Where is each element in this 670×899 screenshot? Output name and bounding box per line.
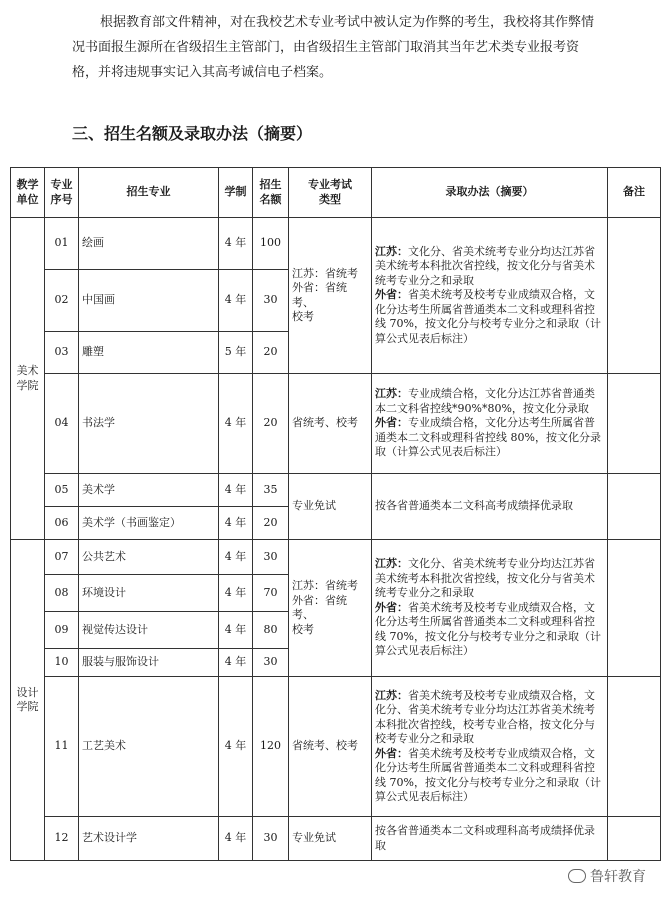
years-cell: 5 年 (219, 332, 253, 374)
code-cell: 11 (45, 677, 79, 817)
header-note: 备注 (608, 168, 661, 218)
years-cell: 4 年 (219, 575, 253, 612)
major-cell: 环境设计 (79, 575, 219, 612)
intro-line-3: 格，并将违规事实记入其高考诚信电子档案。 (72, 65, 333, 80)
exam-cell: 省统考、校考 (289, 374, 372, 474)
wechat-icon (568, 869, 586, 883)
quota-cell: 20 (253, 507, 289, 540)
code-cell: 07 (45, 540, 79, 575)
quota-cell: 120 (253, 677, 289, 817)
quota-cell: 70 (253, 575, 289, 612)
quota-cell: 30 (253, 817, 289, 861)
years-cell: 4 年 (219, 507, 253, 540)
code-cell: 01 (45, 218, 79, 270)
code-cell: 05 (45, 474, 79, 507)
note-cell (608, 474, 661, 540)
major-cell: 绘画 (79, 218, 219, 270)
code-cell: 02 (45, 270, 79, 332)
code-cell: 04 (45, 374, 79, 474)
years-cell: 4 年 (219, 540, 253, 575)
admissions-table (10, 167, 661, 861)
table-row (11, 474, 661, 507)
watermark (564, 865, 650, 887)
quota-cell: 35 (253, 474, 289, 507)
code-cell: 09 (45, 612, 79, 649)
quota-cell: 30 (253, 540, 289, 575)
quota-cell: 80 (253, 612, 289, 649)
section-heading: 三、招生名额及录取办法（摘要） (72, 124, 313, 143)
watermark-text: 鲁轩教育 (590, 869, 646, 885)
table-row (11, 374, 661, 474)
code-cell: 03 (45, 332, 79, 374)
years-cell: 4 年 (219, 677, 253, 817)
header-exam: 专业考试 类型 (289, 168, 372, 218)
header-method: 录取办法（摘要） (372, 168, 608, 218)
table-row (11, 540, 661, 575)
years-cell: 4 年 (219, 649, 253, 677)
years-cell: 4 年 (219, 270, 253, 332)
method-cell: 江苏：省美术统考及校考专业成绩双合格，文 化分、省美术统考专业分均达江苏省美术统考 本科批次省控线，校考专业合格，按文化分与 校考专业分之和录取 外省：省美术统考及校考专业成绩双合格，文 化分达考生所属省普通类本二文科或理科省控 线 70%，按文化分与校考专业分之和录取（计 算公式见表后标注） (372, 677, 608, 817)
header-major: 招生专业 (79, 168, 219, 218)
unit-cell-design: 设计 学院 (11, 540, 45, 861)
table-row (11, 677, 661, 817)
header-quota: 招生 名额 (253, 168, 289, 218)
code-cell: 10 (45, 649, 79, 677)
years-cell: 4 年 (219, 474, 253, 507)
code-cell: 08 (45, 575, 79, 612)
header-years: 学制 (219, 168, 253, 218)
major-cell: 美术学（书画鉴定） (79, 507, 219, 540)
major-cell: 工艺美术 (79, 677, 219, 817)
note-cell (608, 218, 661, 374)
quota-cell: 20 (253, 374, 289, 474)
method-cell: 按各省普通类本二文科高考成绩择优录取 (372, 474, 608, 540)
quota-cell: 30 (253, 270, 289, 332)
header-code: 专业 序号 (45, 168, 79, 218)
header-row (11, 168, 661, 218)
exam-cell: 江苏：省统考 外省：省统考、 校考 (289, 540, 372, 677)
years-cell: 4 年 (219, 374, 253, 474)
major-cell: 中国画 (79, 270, 219, 332)
years-cell: 4 年 (219, 612, 253, 649)
method-cell: 江苏：文化分、省美术统考专业分均达江苏省 美术统考本科批次省控线，按文化分与省美术 统考专业分之和录取 外省：省美术统考及校考专业成绩双合格，文 化分达考生所属省普通类本二文科或理科省控 线 70%，按文化分与校考专业分之和录取（计 算公式见表后标注） (372, 218, 608, 374)
years-cell: 4 年 (219, 817, 253, 861)
intro-line-2: 况书面报生源所在省级招生主管部门，由省级招生主管部门取消其当年艺术类专业报考资 (72, 40, 580, 55)
note-cell (608, 817, 661, 861)
table-row (11, 817, 661, 861)
quota-cell: 100 (253, 218, 289, 270)
quota-cell: 20 (253, 332, 289, 374)
note-cell (608, 677, 661, 817)
quota-cell: 30 (253, 649, 289, 677)
years-cell: 4 年 (219, 218, 253, 270)
major-cell: 艺术设计学 (79, 817, 219, 861)
intro-paragraph (72, 10, 620, 85)
method-cell: 江苏：文化分、省美术统考专业分均达江苏省 美术统考本科批次省控线，按文化分与省美术 统考专业分之和录取 外省：省美术统考及校考专业成绩双合格，文 化分达考生所属省普通类本二文科或理科省控 线 70%，按文化分与校考专业分之和录取（计 算公式见表后标注） (372, 540, 608, 677)
major-cell: 公共艺术 (79, 540, 219, 575)
exam-cell: 江苏：省统考 外省：省统考、 校考 (289, 218, 372, 374)
intro-line-1: 根据教育部文件精神，对在我校艺术专业考试中被认定为作弊的考生，我校将其作弊情 (100, 15, 595, 30)
exam-cell: 专业免试 (289, 474, 372, 540)
unit-cell-art: 美术 学院 (11, 218, 45, 540)
method-cell: 按各省普通类本二文科或理科高考成绩择优录 取 (372, 817, 608, 861)
major-cell: 服装与服饰设计 (79, 649, 219, 677)
exam-cell: 专业免试 (289, 817, 372, 861)
note-cell (608, 374, 661, 474)
note-cell (608, 540, 661, 677)
code-cell: 06 (45, 507, 79, 540)
exam-cell: 省统考、校考 (289, 677, 372, 817)
method-cell: 江苏：专业成绩合格，文化分达江苏省普通类 本二文科省控线*90%*80%，按文化分录取 外省：专业成绩合格，文化分达考生所属省普 通类本二文科或理科省控线 80%，按文化分录 取（计算公式见表后标注） (372, 374, 608, 474)
header-unit: 教学 单位 (11, 168, 45, 218)
code-cell: 12 (45, 817, 79, 861)
major-cell: 美术学 (79, 474, 219, 507)
major-cell: 雕塑 (79, 332, 219, 374)
major-cell: 视觉传达设计 (79, 612, 219, 649)
major-cell: 书法学 (79, 374, 219, 474)
table-row (11, 218, 661, 270)
